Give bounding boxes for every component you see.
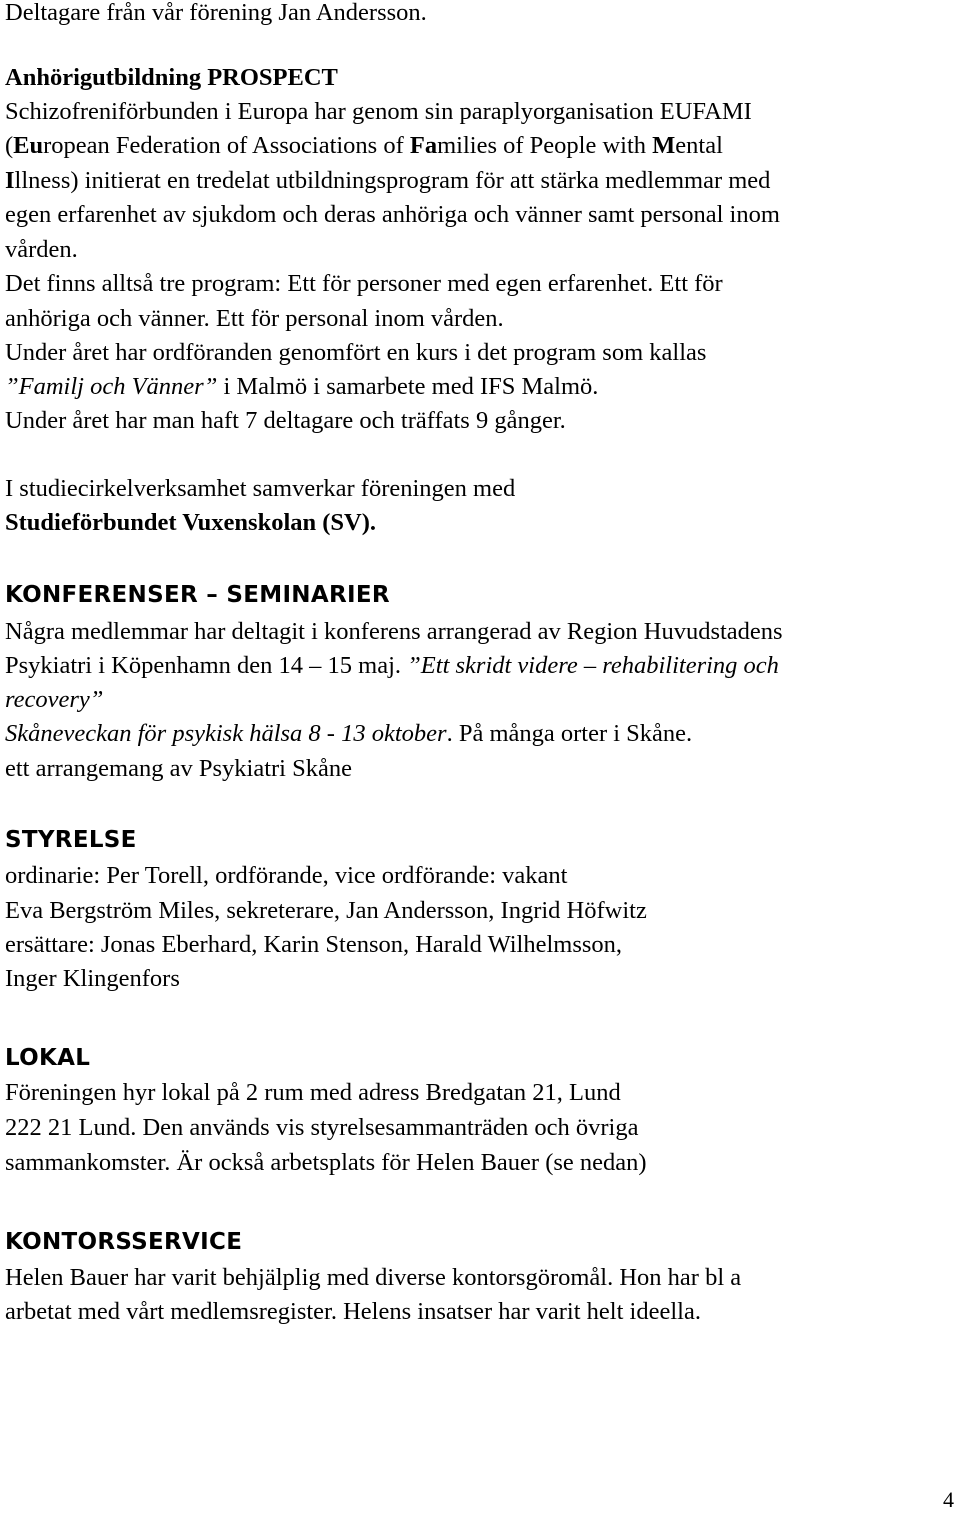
bold-run: Fa [409,132,438,159]
text-run: ( [5,132,14,159]
prospect-line-4: egen erfarenhet av sjukdom och deras anhöriga och vänner samt personal inom [5,201,780,228]
intro-line: Deltagare från vår förening Jan Andersson. [5,0,427,26]
bold-run: I [5,167,15,194]
prospect-line-3 [5,166,770,196]
kontorsservice-line-1: Helen Bauer har varit behjälplig med diverse kontorsgöromål. Hon har bl a [5,1264,742,1291]
text-run: ental [675,132,723,159]
lokal-line-3: sammankomster. Är också arbetsplats för Helen Bauer (se nedan) [5,1149,647,1176]
konferenser-heading: KONFERENSER – SEMINARIER [5,582,390,608]
styrelse-line-3: ersättare: Jonas Eberhard, Karin Stenson, Harald Wilhelmsson, [5,931,623,958]
lokal-line-1: Föreningen hyr lokal på 2 rum med adress Bredgatan 21, Lund [5,1079,621,1106]
konferenser-line-1: Några medlemmar har deltagit i konferens arrangerad av Region Huvudstadens [5,618,783,645]
event-title: Skåneveckan för psykisk hälsa 8 - 13 oktober [5,720,447,747]
lokal-line-2: 222 21 Lund. Den används vis styrelsesammanträden och övriga [5,1114,639,1141]
styrelse-line-4: Inger Klingenfors [5,965,180,992]
studie-line-2: Studieförbundet Vuxenskolan (SV). [5,509,377,536]
text-run: milies of People with [437,132,653,159]
prospect-line-9 [5,372,598,402]
prospect-line-6: Det finns alltså tre program: Ett för personer med egen erfarenhet. Ett för [5,270,723,297]
text-run: Psykiatri i Köpenhamn den 14 – 15 maj. [5,652,408,679]
styrelse-line-1: ordinarie: Per Torell, ordförande, vice ordförande: vakant [5,862,568,889]
text-run: llness) initierat en tredelat utbildningsprogram för att stärka medlemmar med [14,167,771,194]
konferenser-line-2 [5,651,779,681]
prospect-line-7: anhöriga och vänner. Ett för personal inom vården. [5,305,504,332]
bold-run: Eu [13,132,44,159]
text-run: ropean Federation of Associations of [43,132,410,159]
studie-line-1: I studiecirkelverksamhet samverkar föreningen med [5,475,516,502]
text-run: i Malmö i samarbete med IFS Malmö. [217,373,599,400]
page-number: 4 [943,1487,954,1512]
kontorsservice-heading: KONTORSSERVICE [5,1229,243,1255]
prospect-line-8: Under året har ordföranden genomfört en kurs i det program som kallas [5,339,707,366]
prospect-line-10: Under året har man haft 7 deltagare och träffats 9 gånger. [5,407,566,434]
prospect-line-2 [5,131,723,161]
prospect-line-5: vården. [5,236,78,263]
lokal-heading: LOKAL [5,1045,91,1071]
prospect-heading: Anhörigutbildning PROSPECT [5,64,338,91]
styrelse-heading: STYRELSE [5,827,137,853]
conference-title: ”Ett skridt videre – rehabilitering och [407,652,779,679]
course-name: ”Familj och Vänner” [5,373,218,400]
prospect-line-1: Schizofreniförbunden i Europa har genom sin paraplyorganisation EUFAMI [5,98,752,125]
konferenser-line-3: recovery” [5,686,104,713]
kontorsservice-line-2: arbetat med vårt medlemsregister. Helens insatser har varit helt ideella. [5,1298,701,1325]
text-run: . På många orter i Skåne. [446,720,693,747]
bold-run: M [652,132,676,159]
styrelse-line-2: Eva Bergström Miles, sekreterare, Jan Andersson, Ingrid Höfwitz [5,897,647,924]
konferenser-line-4 [5,719,692,749]
konferenser-line-5: ett arrangemang av Psykiatri Skåne [5,755,352,782]
